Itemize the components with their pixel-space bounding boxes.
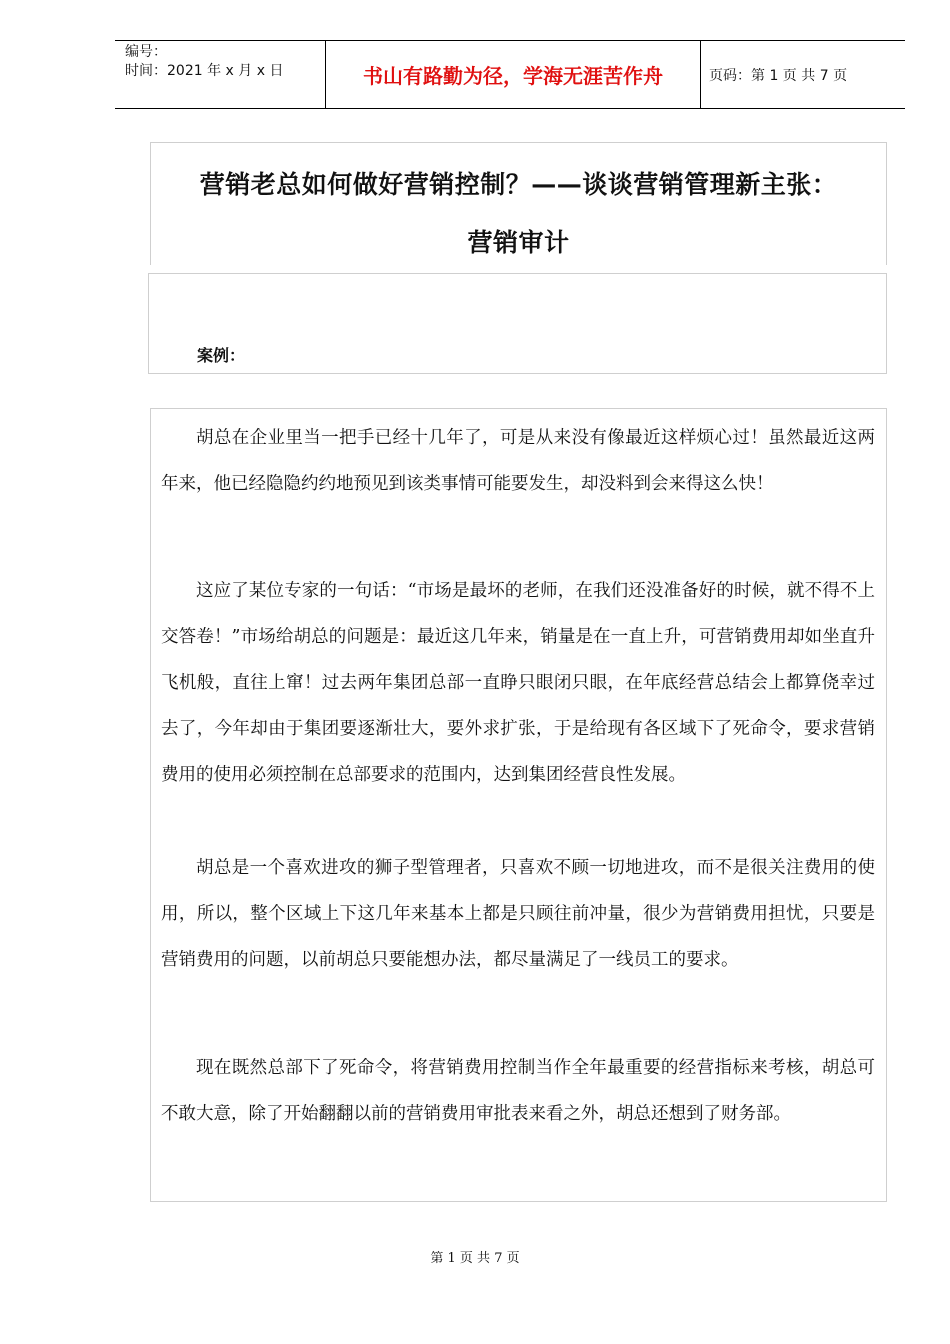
paragraph-4: 现在既然总部下了死命令，将营销费用控制当作全年最重要的经营指标来考核，胡总可不敢大意，除了开始翻翻以前的营销费用审批表来看之外，胡总还想到了财务部。	[161, 1058, 875, 1124]
header-page-info: 页码：第 1 页 共 7 页	[709, 67, 848, 84]
case-box	[148, 273, 887, 374]
paragraph-1: 胡总在企业里当一把手已经十几年了，可是从来没有像最近这样烦心过！虽然最近这两年来，他已经隐隐约约地预见到该类事情可能要发生，却没料到会来得这么快！	[161, 428, 875, 494]
title-box	[150, 142, 887, 265]
document-header	[115, 40, 905, 109]
case-label: 案例：	[197, 346, 246, 365]
time-label: 时间：2021 年 x 月 x 日	[125, 63, 284, 79]
header-motto: 书山有路勤为径，学海无涯苦作舟	[325, 41, 701, 108]
header-meta	[115, 41, 325, 108]
number-label: 编号：	[125, 44, 167, 60]
document-title-line2: 营销审计	[467, 228, 570, 257]
body-box	[150, 408, 887, 1202]
document-title-line1: 营销老总如何做好营销控制？——谈谈营销管理新主张：	[199, 170, 838, 199]
page-footer: 第 1 页 共 7 页	[430, 1251, 520, 1266]
paragraph-2: 这应了某位专家的一句话：“市场是最坏的老师，在我们还没准备好的时候，就不得不上交答卷！”市场给胡总的问题是：最近这几年来，销量是在一直上升，可营销费用却如坐直升飞机般，直往上窜！过去两年集团总部一直睁只眼闭只眼，在年底经营总结会上都算侥幸过去了，今年却由于集团要逐渐壮大，要外求扩张，于是给现有各区域下了死命令，要求营销费用的使用必须控制在总部要求的范围内，达到集团经营良性发展。	[161, 581, 875, 785]
paragraph-3: 胡总是一个喜欢进攻的狮子型管理者，只喜欢不顾一切地进攻，而不是很关注费用的使用，所以，整个区域上下这几年来基本上都是只顾往前冲量，很少为营销费用担忧，只要是营销费用的问题，以前胡总只要能想办法，都尽量满足了一线员工的要求。	[161, 858, 875, 970]
